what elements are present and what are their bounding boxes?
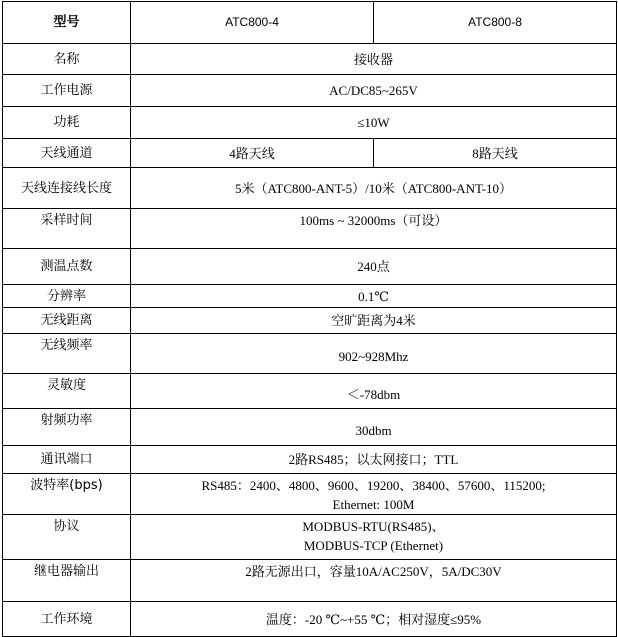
table-row-wireless-frequency	[3, 334, 617, 374]
antenna-channels-8: 8路天线	[374, 139, 617, 168]
baud-rate-label: 波特率(bps)	[3, 474, 131, 515]
baud-rate-value	[131, 474, 617, 515]
measuring-points-value: 240点	[131, 249, 617, 285]
wireless-distance-value: 空旷距离为4米	[131, 308, 617, 334]
table-row-name	[3, 44, 617, 75]
table-row-wireless-distance	[3, 308, 617, 334]
table-row-sampling-time	[3, 209, 617, 249]
antenna-cable-value: 5米（ATC800-ANT-5）/10米（ATC800-ANT-10）	[131, 168, 617, 209]
rf-power-label: 射频功率	[3, 409, 131, 446]
power-consumption-value: ≤10W	[131, 107, 617, 139]
table-row-resolution	[3, 285, 617, 308]
table-row-protocol	[3, 515, 617, 560]
protocol-value	[131, 515, 617, 560]
sampling-time-value: 100ms ~ 32000ms（可设）	[131, 209, 617, 249]
wireless-frequency-value: 902~928Mhz	[131, 334, 617, 374]
power-supply-value: AC/DC85~265V	[131, 75, 617, 107]
table-row-power-supply	[3, 75, 617, 107]
wireless-frequency-label: 无线频率	[3, 334, 131, 374]
protocol-label: 协议	[3, 515, 131, 560]
model-atc800-8: ATC800-8	[374, 2, 617, 44]
baud-rate-rs485: RS485：2400、4800、9600、19200、38400、57600、115200;	[201, 478, 546, 493]
baud-rate-ethernet: Ethernet: 100M	[332, 497, 415, 512]
sensitivity-label: 灵敏度	[3, 374, 131, 409]
name-label: 名称	[3, 44, 131, 75]
table-row-power-consumption	[3, 107, 617, 139]
power-supply-label: 工作电源	[3, 75, 131, 107]
relay-output-value: 2路无源出口，容量10A/AC250V，5A/DC30V	[131, 560, 617, 602]
sampling-time-label: 采样时间	[3, 209, 131, 249]
measuring-points-label: 测温点数	[3, 249, 131, 285]
environment-label: 工作环境	[3, 602, 131, 637]
table-row-sensitivity	[3, 374, 617, 409]
table-row-antenna-channels	[3, 139, 617, 168]
environment-value: 温度：-20 ℃~+55 ℃；相对湿度≤95%	[131, 602, 617, 637]
wireless-distance-label: 无线距离	[3, 308, 131, 334]
protocol-tcp: MODBUS-TCP (Ethernet)	[303, 538, 444, 553]
sensitivity-value: ＜-78dbm	[131, 374, 617, 409]
relay-output-label: 继电器输出	[3, 560, 131, 602]
comm-ports-label: 通讯端口	[3, 446, 131, 474]
model-atc800-4: ATC800-4	[131, 2, 374, 44]
table-row-measuring-points	[3, 249, 617, 285]
table-row-environment	[3, 602, 617, 637]
power-consumption-label: 功耗	[3, 107, 131, 139]
table-row-model	[3, 2, 617, 44]
table-row-antenna-cable	[3, 168, 617, 209]
name-value: 接收器	[131, 44, 617, 75]
comm-ports-value: 2路RS485；以太网接口；TTL	[131, 446, 617, 474]
antenna-cable-label: 天线连接线长度	[3, 168, 131, 209]
resolution-value: 0.1℃	[131, 285, 617, 308]
table-row-relay-output	[3, 560, 617, 602]
resolution-label: 分辨率	[3, 285, 131, 308]
antenna-channels-label: 天线通道	[3, 139, 131, 168]
model-label: 型号	[3, 2, 131, 44]
table-row-baud-rate	[3, 474, 617, 515]
table-row-rf-power	[3, 409, 617, 446]
protocol-rtu: MODBUS-RTU(RS485)、	[302, 519, 445, 534]
table-row-comm-ports	[3, 446, 617, 474]
spec-table	[2, 1, 617, 637]
antenna-channels-4: 4路天线	[131, 139, 374, 168]
rf-power-value: 30dbm	[131, 409, 617, 446]
